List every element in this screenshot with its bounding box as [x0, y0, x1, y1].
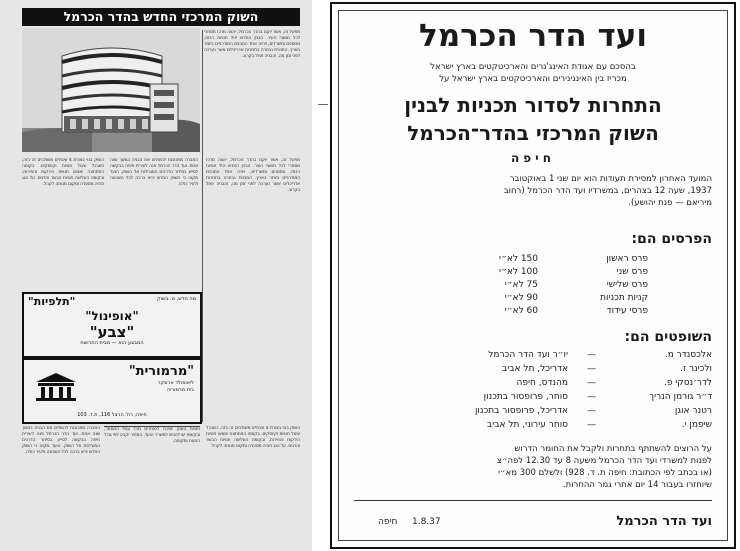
building-photo [22, 28, 200, 152]
judge-role: מהנדס, חיפה [516, 378, 568, 388]
notice-subtitle-1: בהסכם עם אגודת האינג'נרים והארכיטקטים בארץ ישראל [430, 62, 636, 72]
prize-amount: 75 לא״י [504, 280, 538, 290]
judge-name: ולכינר ז. [680, 364, 712, 374]
judge-role: יו״ר ועד הדר הכרמל [488, 350, 568, 360]
ad-paint-footer: המבצע הוא — מבית החרושת [80, 340, 144, 346]
notice-headline-1: התחרות לסדור תכניות לבנין [404, 93, 662, 117]
deadline-line-1: המועד האחרון למסירת תעודות הוא יום שני 1 באוקטובר [509, 174, 712, 184]
judge-dash: — [587, 420, 596, 430]
closing-line-3: (או בכתב לפי הכתובת: חיפה ת. ד. 928) ולשלם 300 מא״י [498, 468, 712, 478]
judge-name: ד״ר גורמן הנריך [649, 392, 712, 402]
notice-headline-2: השוק המרכזי בהדר־הכרמל [407, 121, 659, 145]
prize-label: פרס שלישי [606, 280, 648, 290]
closing-line-4: שיוחזרו בעבור 14 יום אחרי גמר ההחרות. [562, 480, 712, 490]
committee-title: ועד הדר הכרמל [419, 18, 647, 54]
advertisement-marble [22, 358, 202, 424]
ad-marble-title: "מרמורית" [128, 364, 194, 379]
clipping-headline: השוק המרכזי החדש בהדר הכרמל [22, 8, 300, 26]
deadline-line-3: מיריאם — פנת יהושע). [628, 198, 712, 208]
prize-label: פרס ראשון [606, 254, 648, 264]
ad-paint-line1: מה חדש, מ. בשוק [157, 296, 196, 302]
scan-artifact [318, 104, 328, 105]
judge-name: רטנר אוגן [674, 406, 712, 416]
judge-role: אדריכל, פרופסור בתכנון [474, 406, 568, 416]
prize-amount: 150 לא״י [499, 254, 538, 264]
article-column-1: מפעל זה, אשר יוקם בהדר הכרמל, יהווה מרכז מסחרי לכל תושבי העיר. הבנין החדש יכיל חנויות רבות, מחסנים ומשרדים, ויהיה אחד המבנים המודרניים ביותר בארץ. התכנית נבחרה בתחרות אדריכלים אשר נערכה לפני זמן מה, והבניה תחל בקרוב. [204, 30, 300, 59]
ad-paint-line2: "תלפיות" [28, 295, 76, 308]
judges-heading: השופטים הם: [624, 329, 712, 345]
judge-name: אלכסנדר מ. [664, 350, 712, 360]
ad-paint-line4: "צבע" [89, 323, 135, 341]
judge-name: לדר׳נסקי פ. [663, 378, 712, 388]
footer-city: חיפה [378, 517, 398, 527]
judge-dash: — [587, 350, 596, 360]
article-column-6: חנויות השוק יוחכרו לסוחרים מכל ענפי המסחר, ובקשות יש להגיש למשרד הועד. המחיר יקבע לפי גודל החנות ומקומה. [104, 426, 200, 547]
closing-line-2: לפנות למשרדי ועד הדר הכרמל משעה 8 עד 12.30 לפה״צ [496, 456, 712, 466]
ad-marble-address: חיפה, רח' הרצל 116, ת.ד. 103 [77, 412, 147, 418]
judge-dash: — [587, 364, 596, 374]
advertisement-paint [22, 292, 202, 358]
deadline-line-2: 1937, שעה 12 בצהרים, במשרדיו ועד הדר הכרמל (רחוב [503, 186, 712, 196]
building-illustration [22, 28, 200, 152]
prize-label: פרס שני [616, 267, 648, 277]
prize-amount: 100 לא״י [499, 267, 538, 277]
prizes-heading: הפרסים הם: [631, 231, 712, 247]
article-column-5: החברה מתכוננת להשלים את הבניה במשך שנה אחת. ועד הדר הכרמל פנה לעירית חיפה בבקשה לסייע בסידור הדרכים המובילות אל השוק. הועד מקוה כי השוק החדש יביא ברכה לכל השכונה ולעיר כולה. [22, 426, 100, 455]
footer-date: 1.8.37 [412, 517, 441, 527]
prize-amount: 90 לא״י [504, 293, 538, 303]
article-column-3: החברה מתכוננת להשלים את הבניה במשך שנה אחת. ועד הדר הכרמל פנה לעירית חיפה בבקשה לסייע בסידור הדרכים המובילות אל השוק. הועד מקוה כי השוק החדש יביא ברכה לכל השכונה ולעיר כולה. [110, 158, 198, 187]
article-column-7: השוק בנוי בצורת 4 עיגולים משולבים זה בזה, כשבכל עיגול חנויות וקיוסקים. בקומה התחתונה ימצאו חנויות הירקות והפירות, ובקומה העליונה חנויות הבשר והדגים. על הגג תהיה מסעדה ומקום מנוחה לקהל. [206, 426, 300, 449]
judge-role: אדריכל, תל אביב [502, 364, 568, 374]
article-column-2: השוק בנוי בצורת 4 עיגולים משולבים זה בזה, כשבכל עיגול חנויות וקיוסקים. בקומה התחתונה ימצאו חנויות הירקות והפירות, ובקומה העליונה חנויות הבשר והדגים. על הגג תהיה מסעדה ומקום מנוחה לקהל. [22, 158, 104, 187]
ad-marble-business: בית מרמוריה [166, 387, 194, 393]
footer-signature: ועד הדר הכרמל [616, 514, 712, 529]
judge-role: סוחר, פרופסור בתכנון [483, 392, 568, 402]
competition-notice [330, 2, 736, 549]
article-column-4: מפעל זה, אשר יוקם בהדר הכרמל, יהווה מרכז מסחרי לכל תושבי העיר. הבנין החדש יכיל חנויות רבות, מחסנים ומשרדים, ויהיה אחד המבנים המודרניים ביותר בארץ. התכנית נבחרה בתחרות אדריכלים אשר נערכה לפני זמן מה, והבניה תחל בקרוב. [206, 158, 300, 193]
notice-subtitle-2: מכריז בין האינגינירים והארכיטקטים בארץ ישראל על [439, 74, 627, 84]
notice-city: חיפה [511, 151, 555, 165]
judge-dash: — [587, 406, 596, 416]
judge-role: סוחר עירוני, תל אביב [487, 420, 568, 430]
prize-label: קניות תכניות [600, 293, 648, 303]
prize-label: פרסי עידוד [606, 306, 648, 316]
judge-name: שיפמן י. [681, 420, 712, 430]
closing-line-1: על הרוצים להשתתף בתחרות ולקבל את החומר הדרוש [514, 444, 712, 454]
judge-dash: — [587, 392, 596, 402]
judge-dash: — [587, 378, 596, 388]
prize-amount: 60 לא״י [504, 306, 538, 316]
newspaper-clipping-left [0, 0, 312, 551]
ad-paint-line3: "אופינול" [85, 309, 139, 323]
ad-marble-owner: ליאופולד ארונקר [157, 380, 194, 386]
building-facade-icon [34, 372, 78, 402]
